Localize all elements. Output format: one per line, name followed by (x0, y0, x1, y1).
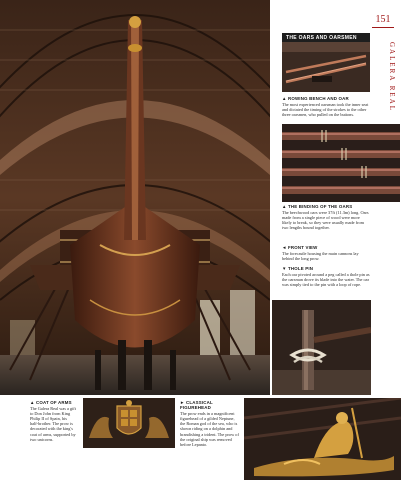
thole-pin-caption (282, 266, 370, 287)
figurehead-photo (244, 398, 401, 480)
thole-pin-photo-icon (272, 300, 371, 395)
oars-photo-icon (282, 42, 370, 92)
coat-of-arms-caption (30, 400, 76, 442)
binding-caption (282, 204, 370, 230)
oars-box-heading: THE OARS AND OARSMEN (282, 33, 370, 42)
figurehead-caption-body: The prow ends in a magnificent figurehead of a gilded Neptune, the Roman god of the sea, who is shown riding on a dolphin and brandishing a trident. The prow of the original ship was removed before Lepanto. (180, 411, 239, 447)
oar-binding-photo-icon (282, 124, 400, 202)
front-view-caption-body: The forecastle housing the main cannons lay behind the long prow. (282, 251, 359, 262)
coat-of-arms-photo-icon (83, 398, 175, 448)
coat-caption-title: ▲ COAT OF ARMS (30, 400, 72, 405)
rowing-caption (282, 96, 370, 117)
figurehead-caption-title: ► CLASSICAL FIGUREHEAD (180, 400, 213, 411)
rowing-caption-title: ▲ ROWING BENCH AND OAR (282, 96, 349, 101)
section-title: GALERA REAL (388, 42, 396, 113)
oar-binding-photo (282, 124, 400, 202)
binding-caption-body: The beechwood oars were 37ft (11.3m) long. Oars made from a single piece of wood were more likely to break, so they were usually made from two lengths bound together. (282, 210, 369, 231)
figurehead-caption (180, 400, 240, 447)
rowing-bench-photo (282, 42, 370, 92)
thole-pin-photo (272, 300, 371, 395)
binding-caption-title: ▲ THE BINDING OF THE OARS (282, 204, 353, 209)
page-number: 151 (372, 14, 394, 28)
coat-caption-body: The Galera Real was a gift to Don John from King Philip II of Spain, his half-brother. The prow is decorated with the king's coat of arms, supported by two unicorns. (30, 406, 76, 442)
front-view-caption-title: ◄ FRONT VIEW (282, 245, 318, 250)
coat-of-arms-photo (83, 398, 175, 448)
thole-pin-caption-body: Each oar pivoted around a peg called a thole pin as the oarsman drove its blade into the water. The oar was simply tied to the pin with a loop of rope. (282, 272, 370, 288)
thole-pin-caption-title: ▼ THOLE PIN (282, 266, 314, 271)
figurehead-photo-icon (244, 398, 401, 480)
front-view-caption (282, 245, 370, 261)
rowing-caption-body: The most experienced oarsman took the inner seat and dictated the timing of the strokes to the other three oarsmen, who pulled on the buttons. (282, 102, 369, 118)
